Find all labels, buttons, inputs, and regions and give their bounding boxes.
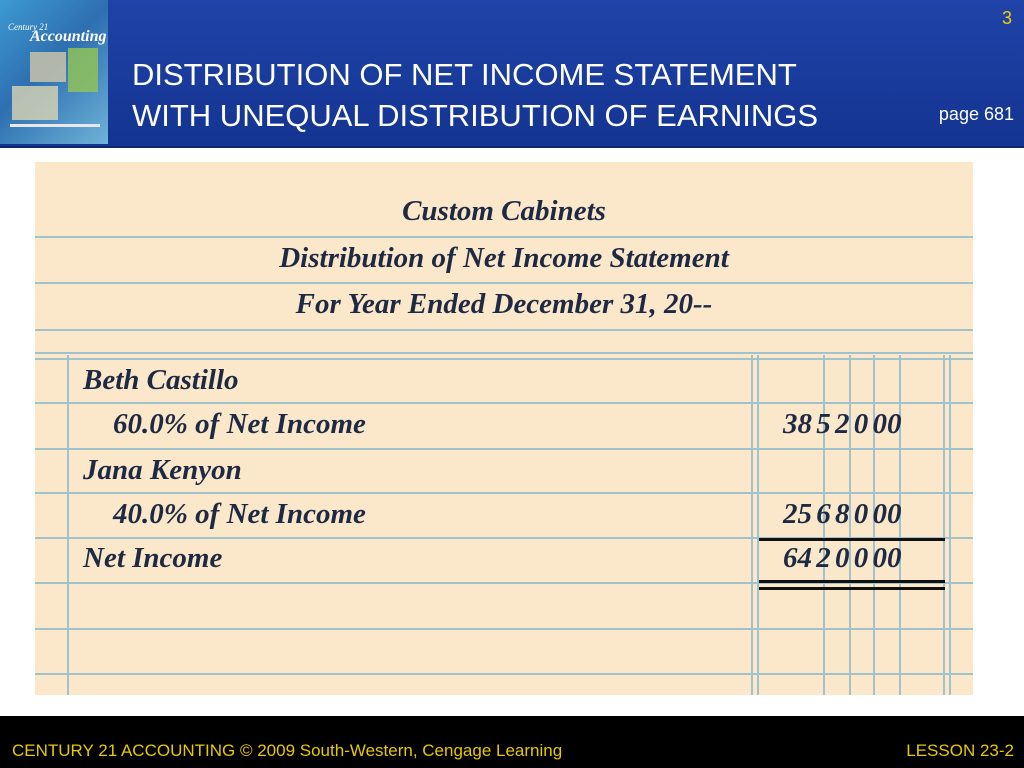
cover-graphic-tile <box>12 86 58 120</box>
ledger-rule <box>35 492 973 494</box>
castillo-share-amount: 38 5 2 0 00 <box>783 408 902 440</box>
slide-number: 3 <box>1001 8 1012 28</box>
ledger-column-line <box>949 355 951 695</box>
page-reference: page 681 <box>938 104 1014 124</box>
cover-series-text: Century 21 <box>8 22 49 32</box>
double-total-rule <box>759 580 945 583</box>
cover-small-print <box>8 6 10 12</box>
report-title: Distribution of Net Income Statement <box>279 242 729 274</box>
partner-name-kenyon: Jana Kenyon <box>83 454 242 486</box>
kenyon-share-amount: 25 6 8 0 00 <box>783 498 902 530</box>
net-income-amount: 64 2 0 0 00 <box>783 542 902 574</box>
ledger-rule <box>35 628 973 630</box>
cover-title-text: Accounting <box>30 28 107 45</box>
net-income-label: Net Income <box>83 542 223 574</box>
cover-divider <box>10 124 100 127</box>
company-name: Custom Cabinets <box>402 195 606 227</box>
ledger-rule <box>35 282 973 284</box>
kenyon-share-label: 40.0% of Net Income <box>113 498 366 530</box>
report-period: For Year Ended December 31, 20-- <box>295 288 713 320</box>
footer-lesson: LESSON 23-2 <box>906 741 1014 760</box>
partner-name-castillo: Beth Castillo <box>83 364 239 396</box>
ledger-column-line <box>943 355 945 695</box>
cover-graphic-tile <box>68 48 98 92</box>
footer-copyright: CENTURY 21 ACCOUNTING © 2009 South-Western, Cengage Learning <box>12 741 563 760</box>
slide-header <box>0 0 1024 148</box>
ledger-rule <box>35 236 973 238</box>
ledger-rule <box>35 358 973 360</box>
ledger-column-line <box>67 355 69 695</box>
ledger-rule <box>35 352 973 354</box>
ledger-rule <box>35 673 973 675</box>
ledger-rule <box>35 329 973 331</box>
slide-footer <box>0 716 1024 768</box>
textbook-cover-image <box>0 0 108 144</box>
castillo-share-label: 60.0% of Net Income <box>113 408 366 440</box>
ledger-column-line <box>757 355 759 695</box>
single-total-rule <box>759 538 945 541</box>
cover-graphic-tile <box>30 52 66 82</box>
ledger-column-line <box>751 355 753 695</box>
ledger-rule <box>35 402 973 404</box>
slide-title: DISTRIBUTION OF NET INCOME STATEMENT WITH UNEQUAL DISTRIBUTION OF EARNINGS <box>132 57 819 133</box>
double-total-rule <box>759 587 945 590</box>
ledger-rule <box>35 448 973 450</box>
income-statement-ledger <box>35 162 973 695</box>
